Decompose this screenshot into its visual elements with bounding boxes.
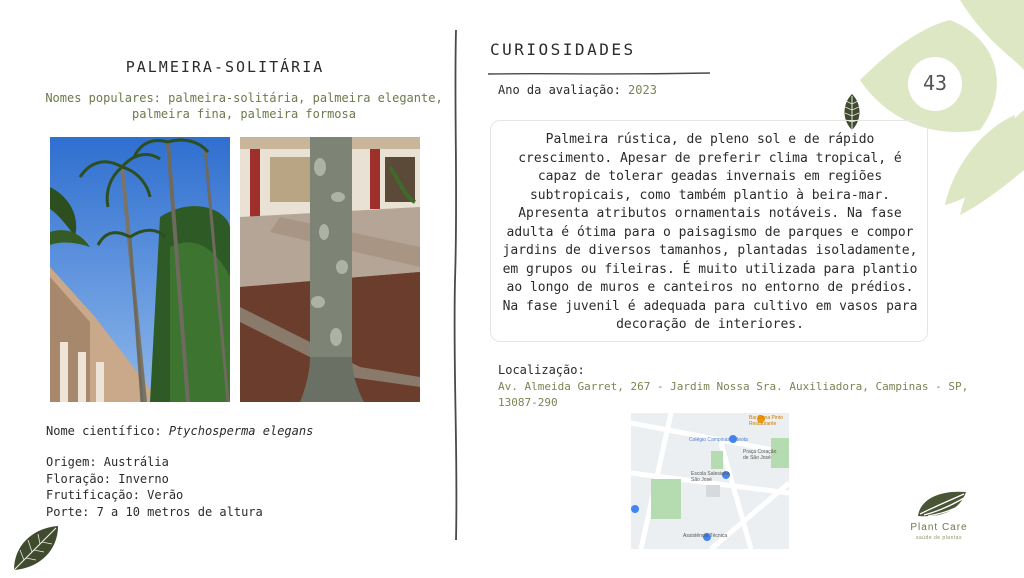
species-title: PALMEIRA-SOLITÁRIA [125, 58, 325, 76]
title-underline [488, 62, 713, 81]
year-label: Ano da avaliação: [498, 83, 629, 97]
plant-care-logo-icon [914, 488, 970, 524]
map-label-praca: Praça Coração de São José [743, 449, 777, 461]
brand-tagline: saúde de plantas [915, 535, 963, 541]
palm-trunk-photo [240, 137, 420, 402]
fact-fruiting: Frutificação: Verão [46, 488, 184, 502]
scientific-label: Nome científico: [46, 424, 169, 438]
map-label-restaurant: Bar Dona Pinto Restaurante [749, 415, 783, 427]
evaluation-year [498, 83, 657, 97]
fact-size: Porte: 7 a 10 metros de altura [46, 504, 263, 519]
year-value: 2023 [628, 83, 657, 97]
fact-origin: Origem: Austrália [46, 455, 169, 469]
location-address: Av. Almeida Garret, 267 - Jardim Nossa Sra. Auxiliadora, Campinas - SP, 13087-290 [498, 380, 969, 409]
curiosidades-title: CURIOSIDADES [490, 40, 636, 59]
location-map[interactable] [631, 413, 789, 549]
species-facts [46, 454, 263, 520]
palm-trees-photo [50, 137, 230, 402]
description-text: Palmeira rústica, de pleno sol e de rápido crescimento. Apesar de preferir clima tropical, é capaz de tolerar geadas invernais em regiões subtropicais, como também plantio à beira-mar. Apresenta atributos ornamentais notáveis. Na fase adulta é ótima para o paisagismo de parques e compor jardins de diversos tamanhos, plantadas isoladamente, em grupos ou fileiras. É muito utilizada para plantio ao longo de muros e canteiros no entorno de prédios. Na fase juvenil é adequada para cultivo em vasos para decoração de interiores. [502, 132, 918, 332]
popular-names: Nomes populares: palmeira-solitária, palmeira elegante, palmeira fina, palmeira formosa [45, 91, 443, 121]
map-label-school: Colégio Campinas Aldeota [689, 437, 748, 443]
fact-flowering: Floração: Inverno [46, 471, 169, 486]
map-label-salesiana: Escola Salesiana São José [691, 471, 730, 483]
page-number-value: 43 [922, 71, 948, 95]
scientific-value: Ptychosperma elegans [168, 424, 314, 438]
location-label: Localização: [498, 363, 585, 377]
brand-name: Plant Care [910, 522, 968, 533]
scientific-name [46, 424, 313, 438]
map-label-assistencia: Assistência Técnica [683, 533, 728, 539]
column-divider [452, 30, 460, 544]
leaf-decoration-icon [10, 522, 62, 578]
